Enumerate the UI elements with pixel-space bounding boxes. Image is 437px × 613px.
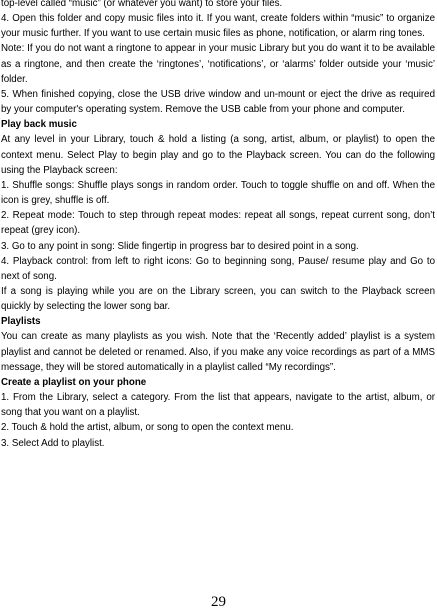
page-number: 29 [211,594,226,610]
paragraph-repeat: 2. Repeat mode: Touch to step through repeat modes: repeat all songs, repeat current song, don’t repeat (grey icon). [1,210,435,237]
paragraph-step-4: 4. Open this folder and copy music files into it. If you want, create folders within “music” to organize your music further. If you want to use certain music files as phone, notification, or alarm ring tones. [1,13,435,40]
paragraph-seek: 3. Go to any point in song: Slide fingertip in progress bar to desired point in a song. [1,240,359,252]
heading-playlists: Playlists [1,316,41,328]
paragraph-step-5: 5. When finished copying, close the USB drive window and un-mount or eject the drive as required by your computer's operating system. Remove the USB cable from your phone and computer. [1,88,435,116]
paragraph-create-step-3: 3. Select Add to playlist. [1,437,105,449]
paragraph-shuffle: 1. Shuffle songs: Shuffle plays songs in random order. Touch to toggle shuffle on and off. When the icon is grey, shuffle is off. [1,179,435,207]
paragraph-playback-intro: At any level in your Library, touch & hold a listing (a song, artist, album, or playlist) to open the context menu. Select Play to begin play and go to the Playback screen. You can do the following using the Playback screen: [1,134,435,176]
paragraph-music-folder-end: top-level called “music” (or whatever you want) to store your files. [1,0,283,9]
heading-play-back-music: Play back music [1,119,77,131]
paragraph-ringtone-note: Note: If you do not want a ringtone to appear in your music Library but you do want it to be available as a ringtone, and then create the ‘ringtones’, ‘notifications’, or ‘alarms’ folder outside your ‘music’ folder. [1,43,435,85]
heading-create-playlist: Create a playlist on your phone [1,376,147,388]
paragraph-playback-control: 4. Playback control: from left to right icons: Go to beginning song, Pause/ resume play and Go to next of song. [1,255,435,282]
paragraph-playlists-info: You can create as many playlists as you wish. Note that the ‘Recently added’ playlist is a system playlist and cannot be deleted or renamed. Also, if you make any voice recordings as part of a MMS message, they will be stored automatically in a playlist called “My recordings”. [1,331,435,373]
paragraph-create-step-2: 2. Touch & hold the artist, album, or song to open the context menu. [1,422,294,434]
paragraph-switch-playback: If a song is playing while you are on the Library screen, you can switch to the Playback screen quickly by selecting the lower song bar. [1,285,435,313]
paragraph-create-step-1: 1. From the Library, select a category. From the list that appears, navigate to the artist, album, or song that you want on a playlist. [1,392,435,419]
